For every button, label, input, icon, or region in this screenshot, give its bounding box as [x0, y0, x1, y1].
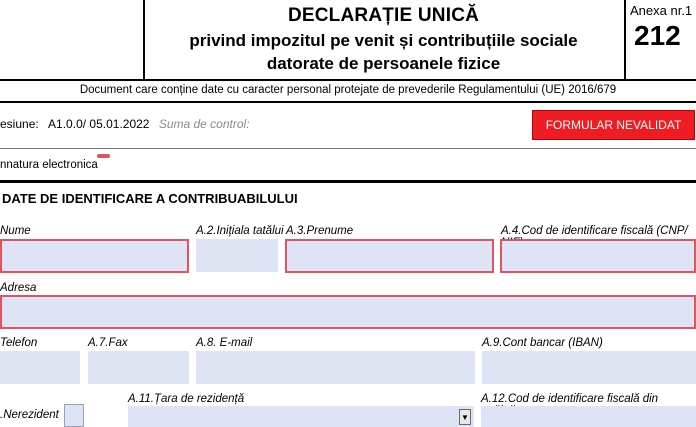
cod-strainatate-input[interactable]	[481, 406, 696, 427]
prenume-input[interactable]	[285, 239, 494, 273]
signature-label: nnatura electronica	[0, 159, 98, 171]
fax-label: A.7.Fax	[88, 337, 128, 349]
section-a-rule	[0, 180, 696, 183]
signature-rule	[0, 148, 696, 149]
anexa-label: Anexa nr.1	[630, 3, 693, 18]
adresa-label: Adresa	[0, 282, 37, 294]
privacy-rule	[0, 101, 696, 103]
adresa-input[interactable]	[0, 295, 696, 329]
version-row	[0, 117, 250, 131]
cod-strainatate-label: A.12.Cod de identificare fiscală din	[481, 393, 659, 405]
email-input[interactable]	[196, 351, 475, 384]
section-a-title: DATE DE IDENTIFICARE A CONTRIBUABILULUI	[2, 191, 298, 206]
version-value: A1.0.0/ 05.01.2022	[48, 117, 150, 131]
initiala-input[interactable]	[196, 239, 278, 272]
fax-input[interactable]	[88, 351, 189, 384]
nerezident-checkbox[interactable]	[64, 404, 84, 427]
telefon-input[interactable]	[0, 351, 80, 384]
cnp-label: A.4.Cod de identificare fiscală (CNP/	[501, 225, 688, 237]
iban-label: A.9.Cont bancar (IBAN)	[482, 337, 603, 349]
iban-input[interactable]	[482, 351, 696, 384]
form-title: DECLARAȚIE UNICĂ	[287, 5, 480, 26]
signature-marker-icon	[97, 154, 110, 158]
prenume-label: A.3.Prenume	[286, 225, 354, 237]
privacy-note: Document care conține date cu caracter personal protejate de prevederile Regulamentului (UE) 2016/679	[79, 84, 617, 96]
tara-label: A.11.Țara de rezidență	[128, 393, 245, 405]
version-label: esiune:	[0, 117, 39, 131]
nume-label: Nume	[0, 225, 31, 237]
validation-status-button[interactable]: FORMULAR NEVALIDAT	[532, 110, 695, 140]
checksum-label: Suma de control:	[158, 117, 250, 131]
header-bottom-rule	[0, 79, 696, 81]
email-label: A.8. E-mail	[196, 337, 253, 349]
cnp-input[interactable]	[500, 239, 696, 273]
form-subtitle-line2: datorate de persoanele fizice	[266, 54, 501, 73]
anexa-number: 212	[634, 20, 681, 51]
telefon-label: Telefon	[0, 337, 38, 349]
nume-input[interactable]	[0, 239, 189, 273]
chevron-down-icon[interactable]: ▼	[459, 409, 471, 425]
nerezident-label: .Nerezident	[0, 409, 59, 421]
header-right-divider	[624, 0, 626, 80]
tara-dropdown[interactable]	[128, 406, 474, 427]
form-subtitle-line1: privind impozitul pe venit și contribuțiile sociale	[189, 31, 578, 50]
initiala-label: A.2.Inițiala tatălui	[196, 225, 284, 237]
